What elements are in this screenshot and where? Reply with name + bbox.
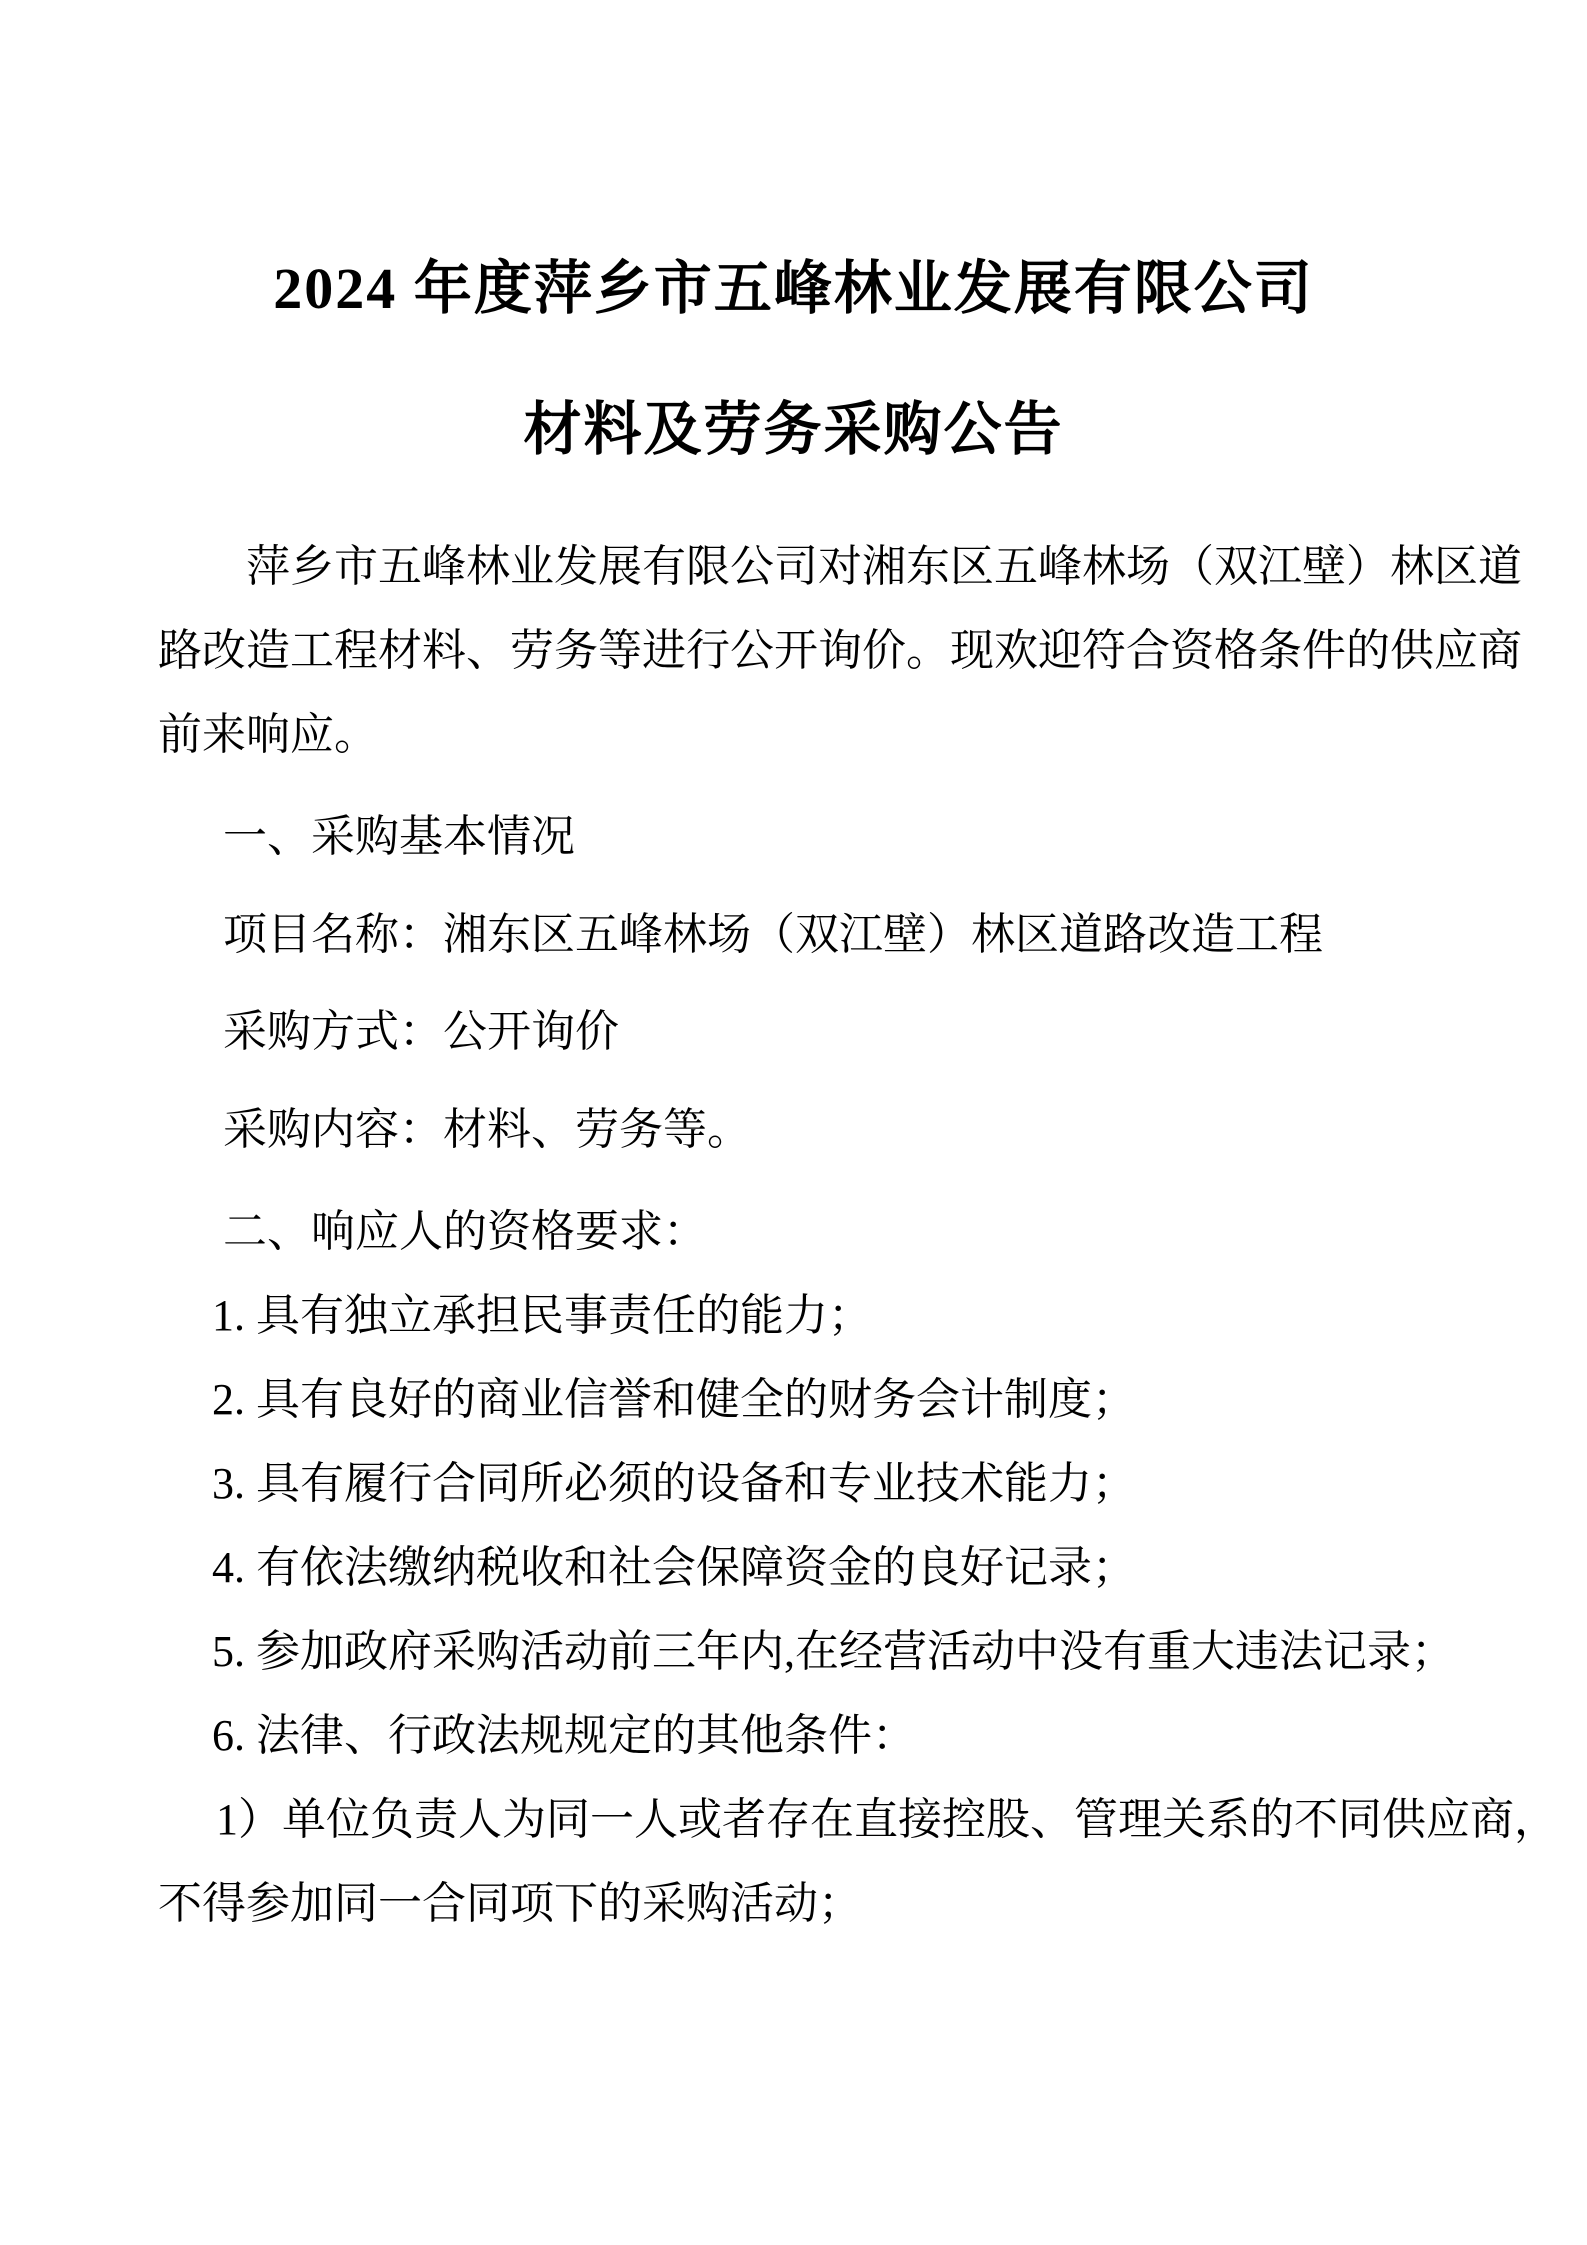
qualification-item-1: 1. 具有独立承担民事责任的能力； (212, 1291, 872, 1340)
project-name-line: 项目名称：湘东区五峰林场（双江壁）林区道路改造工程 (223, 910, 1323, 959)
intro-line-1: 萍乡市五峰林业发展有限公司对湘东区五峰林场（双江壁）林区道 (246, 542, 1522, 591)
intro-line-3: 前来响应。 (158, 710, 378, 759)
section2-heading: 二、响应人的资格要求： (223, 1207, 707, 1256)
qualification-item-4: 4. 有依法缴纳税收和社会保障资金的良好记录； (212, 1543, 1136, 1592)
intro-paragraph (158, 525, 1522, 777)
intro-line-2: 路改造工程材料、劳务等进行公开询价。现欢迎符合资格条件的供应商 (158, 626, 1522, 675)
doc-title-line-1: 2024 年度萍乡市五峰林业发展有限公司 (273, 256, 1314, 321)
section-qualifications (158, 1190, 1558, 1946)
qualification-item-3: 3. 具有履行合同所必须的设备和专业技术能力； (212, 1459, 1136, 1508)
procurement-method-line: 采购方式：公开询价 (223, 1007, 619, 1056)
qualification-item-6: 6. 法律、行政法规规定的其他条件： (212, 1711, 916, 1760)
qualification-item-6-sub1-line-1: 1）单位负责人为同一人或者存在直接控股、管理关系的不同供应商， (216, 1795, 1558, 1844)
qualification-item-5: 5. 参加政府采购活动前三年内,在经营活动中没有重大违法记录； (212, 1627, 1455, 1676)
qualification-item-2: 2. 具有良好的商业信誉和健全的财务会计制度； (212, 1375, 1136, 1424)
doc-title-line-2: 材料及劳务采购公告 (523, 397, 1064, 462)
procurement-content-line: 采购内容：材料、劳务等。 (223, 1105, 751, 1154)
section-basic-info (158, 795, 1470, 1172)
section1-heading: 一、采购基本情况 (223, 812, 575, 861)
qualification-item-6-sub1-line-2: 不得参加同一合同项下的采购活动； (158, 1879, 862, 1928)
